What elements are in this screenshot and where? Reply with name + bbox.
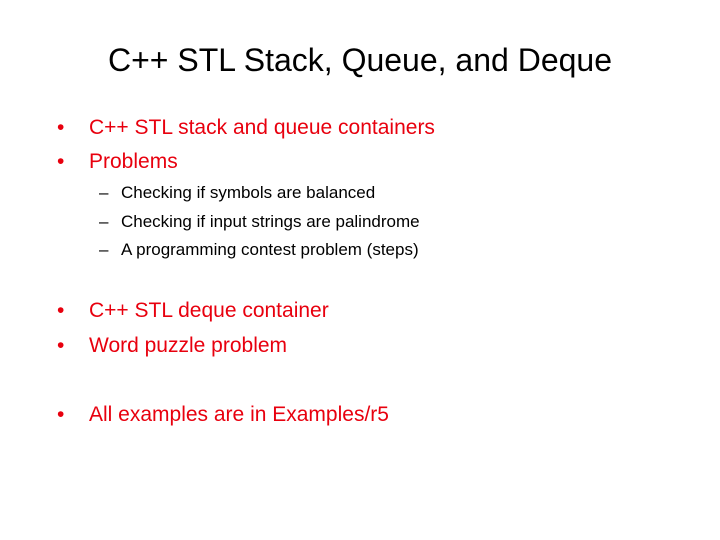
bullet-text: All examples are in Examples/r5 [89,403,389,426]
sub-bullet-text: Checking if symbols are balanced [121,183,376,202]
sub-bullet-marker: – [99,240,109,259]
sub-bullet-marker: – [99,183,109,202]
sub-bullet-text: A programming contest problem (steps) [121,240,419,259]
bullet-marker: • [57,116,65,139]
bullet-text: C++ STL deque container [89,299,329,322]
sub-bullet-text: Checking if input strings are palindrome [121,212,420,231]
bullet-text: C++ STL stack and queue containers [89,116,435,139]
slide-title: C++ STL Stack, Queue, and Deque [107,42,612,78]
sub-bullet-marker: – [99,212,109,231]
bullet-marker: • [57,403,65,426]
bullet-text: Problems [89,150,178,173]
bullet-text: Word puzzle problem [89,334,288,357]
bullet-marker: • [57,334,65,357]
bullet-marker: • [57,299,65,322]
bullet-marker: • [57,150,65,173]
